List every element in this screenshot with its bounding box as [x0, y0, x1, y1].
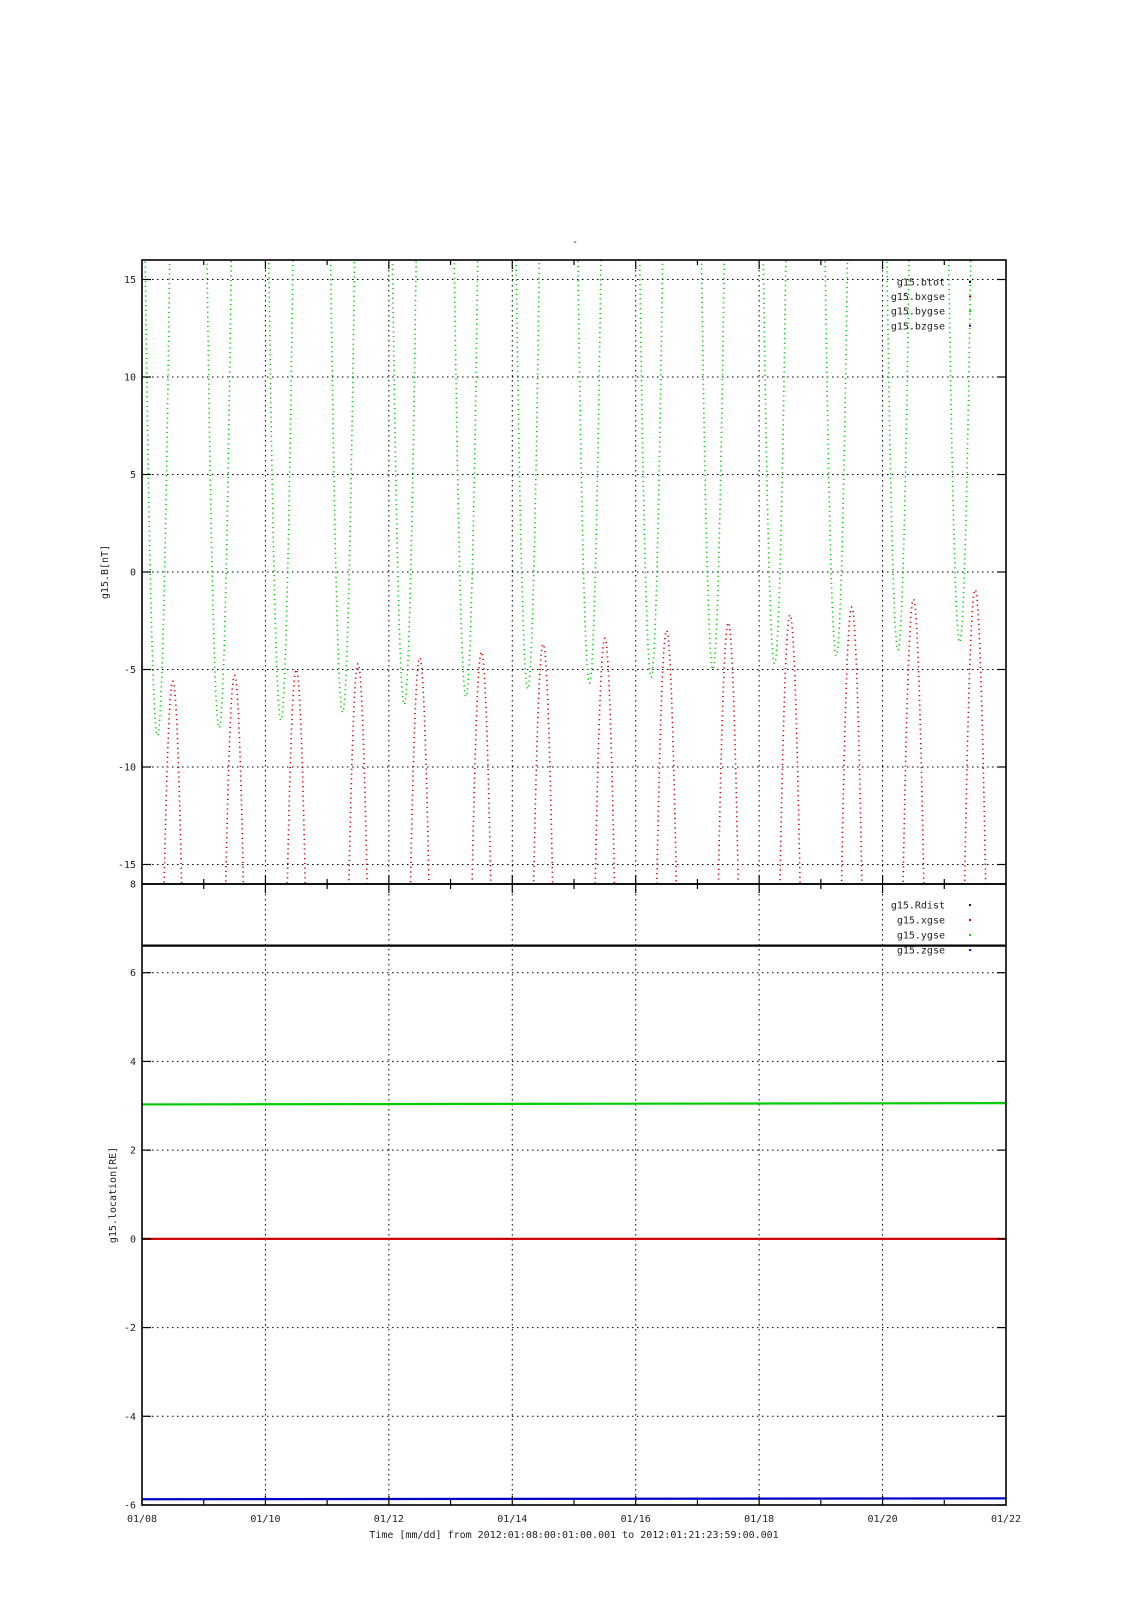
- legend-label: g15.bzgse: [890, 321, 945, 333]
- series-bxgse: [164, 681, 182, 902]
- series-bxgse: [718, 623, 738, 899]
- x-tick-label: 01/16: [620, 1514, 651, 1525]
- y-tick-label: -10: [117, 762, 136, 774]
- series-bygse: [701, 244, 724, 669]
- y-tick-label: -4: [123, 1411, 136, 1423]
- series-bxgse: [841, 607, 862, 900]
- x-tick-label: 01/10: [250, 1514, 281, 1525]
- y-tick-label: -5: [123, 665, 136, 676]
- p2-y-ticks: [124, 880, 1006, 1512]
- legend-marker: [969, 934, 971, 936]
- y-tick-label: 5: [129, 470, 136, 481]
- x-tick-label: 01/12: [373, 1514, 404, 1525]
- series-bygse: [207, 244, 232, 728]
- p1-legend: [891, 278, 971, 333]
- y-tick-label: 0: [129, 567, 136, 579]
- x-tick-label: 01/22: [990, 1514, 1022, 1525]
- x-tick-label: 01/18: [744, 1514, 775, 1525]
- legend-label: g15.ygse: [896, 930, 945, 942]
- legend-marker: [969, 904, 971, 906]
- p2-legend: [891, 901, 971, 957]
- y-tick-label: 0: [129, 1234, 136, 1246]
- series-bygse: [949, 250, 971, 642]
- series-bxgse: [903, 599, 924, 901]
- legend-marker: [969, 310, 971, 312]
- legend-label: g15.zgse: [896, 945, 945, 957]
- series-zgse: [142, 1498, 1006, 1499]
- p2-grid: [142, 884, 1006, 1505]
- series-bygse: [639, 241, 662, 677]
- series-bygse: [825, 242, 848, 656]
- legend-marker: [969, 919, 971, 921]
- p1-series: [145, 241, 986, 904]
- series-bxgse: [225, 675, 243, 903]
- legend-marker: [969, 296, 971, 298]
- series-bxgse: [657, 631, 677, 899]
- x-tick-labels: [127, 1514, 1021, 1525]
- p2-x-ticks: [204, 884, 945, 1505]
- y-tick-label: -6: [123, 1500, 136, 1512]
- y-tick-label: 8: [129, 879, 136, 891]
- p1-y-ticks: [118, 275, 1006, 871]
- x-axis-title: Time [mm/dd] from 2012:01:08:00:01:00.001 to 2012:01:21:23:59:00.001: [369, 1530, 779, 1541]
- p1-ylabel: g15.B[nT]: [100, 544, 111, 600]
- series-bxgse: [595, 638, 615, 898]
- y-tick-label: 15: [123, 275, 136, 286]
- p1-frame: [142, 260, 1006, 884]
- x-tick-label: 01/14: [497, 1514, 528, 1525]
- legend-label: g15.bxgse: [890, 292, 945, 304]
- series-bxgse: [964, 590, 986, 901]
- series-bygse: [763, 250, 786, 664]
- y-tick-label: 2: [129, 1145, 136, 1157]
- legend-marker: [969, 325, 971, 327]
- title-mark: -: [571, 237, 579, 248]
- legend-label: g15.bygse: [890, 306, 945, 318]
- legend-label: g15.Rdist: [890, 900, 945, 912]
- panel-location: [108, 880, 1006, 1512]
- series-bygse: [516, 241, 540, 689]
- y-tick-label: 6: [129, 968, 136, 980]
- series-bxgse: [287, 670, 306, 898]
- series-bygse: [454, 249, 478, 697]
- series-bygse: [269, 249, 293, 721]
- y-tick-label: -15: [117, 860, 136, 871]
- p2-ylabel: g15.location[RE]: [108, 1146, 119, 1244]
- series-bxgse: [780, 615, 801, 899]
- series-ygse: [142, 1103, 1006, 1104]
- p2-series: [142, 946, 1006, 1500]
- x-tick-label: 01/20: [867, 1514, 898, 1525]
- legend-label: g15.btot: [896, 277, 945, 289]
- y-tick-label: 10: [123, 372, 136, 384]
- y-tick-label: 4: [129, 1056, 136, 1068]
- legend-marker: [969, 949, 971, 951]
- series-bxgse: [472, 652, 491, 904]
- series-bygse: [145, 252, 170, 736]
- legend-marker: [969, 281, 971, 283]
- p1-grid: [142, 260, 1006, 884]
- legend-label: g15.xgse: [896, 915, 945, 927]
- panel-magnetic-field: [100, 241, 1006, 904]
- series-bxgse: [533, 644, 552, 896]
- series-bygse: [330, 241, 354, 713]
- x-tick-label: 01/08: [126, 1514, 158, 1525]
- p2-frame: [142, 884, 1006, 1505]
- y-tick-label: -2: [123, 1323, 136, 1335]
- series-bygse: [578, 247, 601, 683]
